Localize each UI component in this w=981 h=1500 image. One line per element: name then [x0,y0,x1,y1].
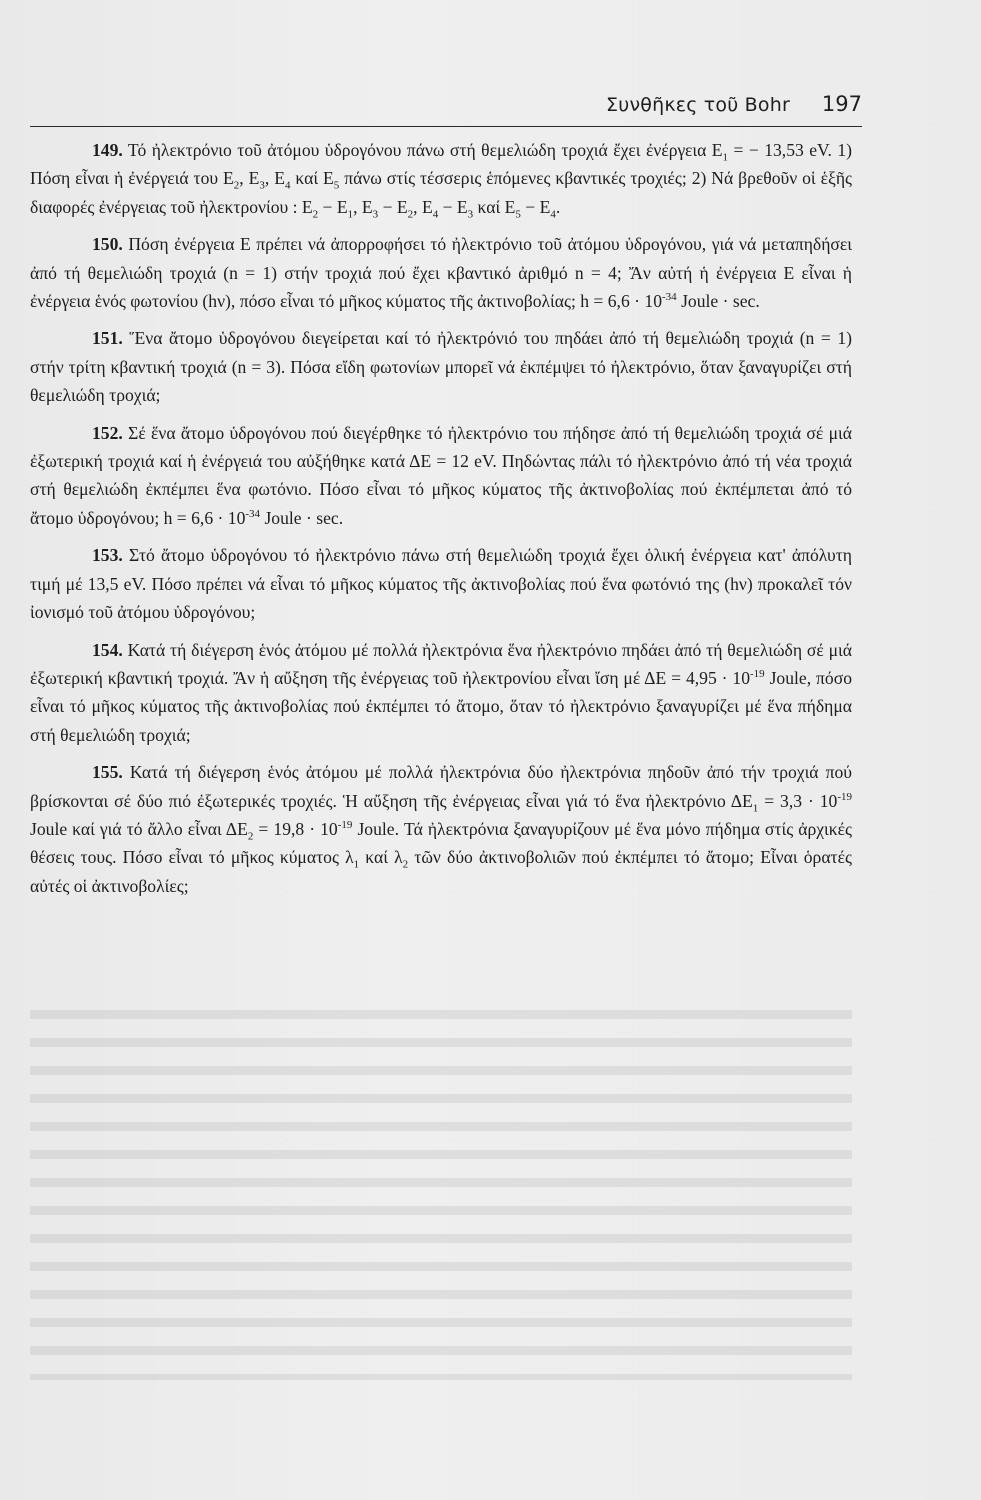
problem-text: τῶν δύο ἀκτινοβολιῶν πού ἐκπέμπει τό ἄτομο; Εἶναι ὁρατές αὐτές οἱ ἀκτινοβολίες; [30,847,852,896]
problem-text: − E [438,196,468,217]
problem-text: καί E [290,168,334,189]
problem-text: = 19,8 · 10 [253,818,338,839]
problem-number: 154. [92,639,123,660]
problem-text: Σέ ἕνα ἄτομο ὑδρογόνου πού διεγέρθηκε τό ἠλεκτρόνιο του πήδησε ἀπό τή θεμελιώδη τροχιά σέ μιά ἐξωτερική τροχιά καί ἡ ἐνέργειά του αὐξήθηκε κατά ΔE = 12 eV. Πηδώντας πάλι τό ἠλεκτρόνιο ἀπό τή νέα τροχιά στή θεμελιώδη ἐκπέμπει ἕνα φωτόνιο. Πόσο εἶναι τό μῆκος κύματος τῆς ἀκτινοβολίας πού ἐκπέμπεται ἀπό τό ἄτομο ὑδρογόνου; h = 6,6 · 10 [30,422,852,528]
problem-text: − E [318,196,348,217]
subscript: 2 [233,179,240,192]
problem-text: Τό ἠλεκτρόνιο τοῦ ἀτόμου ὑδρογόνου πάνω στή θεμελιώδη τροχιά ἔχει ἐνέργεια E [122,140,723,160]
problem-text: , E [239,168,260,189]
problem-text: Joule, πόσο εἶναι τό μῆκος κύματος τῆς ἀκτινοβολίας πού ἐκπέμπει τό ἄτομο, ὅταν τό ἠλεκτρόνιο ξαναγυρίζει μέ ἕνα πήδημα στή θεμελιώδη τροχιά; [30,667,852,745]
subscript: 2 [407,208,414,221]
problem-text: − E [520,196,551,217]
running-head-title: Συνθῆκες τοῦ Bohr [606,94,790,116]
problem-text: Joule · sec. [676,291,760,312]
problem-152 [30,419,852,533]
subscript: 3 [372,208,379,221]
problem-number: 155. [92,762,123,783]
subscript: 1 [722,151,728,164]
problem-text: Joule καί γιά τό ἄλλο εἶναι ΔE [30,818,248,839]
problem-text: , E [264,168,285,189]
subscript: 1 [347,208,354,221]
problem-text: = 3,3 · 10 [758,790,838,811]
subscript: 4 [284,179,291,192]
subscript: 2 [247,830,254,843]
problem-text: Κατά τή διέγερση ἑνός ἀτόμου μέ πολλά ἠλεκτρόνια ἕνα ἠλεκτρόνιο πηδάει ἀπό τή θεμελιώδη σέ μιά ἐξωτερική κβαντική τροχιά. Ἄν ἡ αὔξηση τῆς ἐνέργειας τοῦ ἠλεκτρονίου εἶναι ἴση μέ ΔE = 4,95 · 10 [30,639,852,688]
problem-number: 149. [92,140,123,160]
problem-text: , E [353,196,373,217]
page-number: 197 [821,92,862,116]
subscript: 4 [550,208,556,221]
subscript: 1 [752,802,759,815]
subscript: 5 [515,208,521,221]
subscript: 5 [333,179,340,192]
problem-number: 151. [92,328,123,349]
problem-153 [30,541,852,626]
problem-number: 152. [92,422,123,443]
problem-text: Ἕνα ἄτομο ὑδρογόνου διεγείρεται καί τό ἠλεκτρόνιό του πηδάει ἀπό τή θεμελιώδη τροχιά (n = 1) στήν τρίτη κβαντική τροχιά (n = 3). Πόσα εἴδη φωτονίων μπορεῖ νά ἐκπέμψει τό ἠλεκτρόνιο, ὅταν ξαναγυρίζει στή θεμελιώδη τροχιά; [30,328,852,406]
subscript: 2 [312,208,319,221]
problem-text: Joule · sec. [260,507,344,528]
running-head [30,92,862,127]
problem-text: καί λ [359,847,403,868]
problem-text: . [555,196,561,217]
subscript: 3 [467,208,474,221]
problem-text: Κατά τή διέγερση ἑνός ἀτόμου μέ πολλά ἠλεκτρόνια δύο ἠλεκτρόνια πηδοῦν ἀπό τήν τροχιά πού βρίσκονται σέ δύο πιό ἐξωτερικές τροχιές. Ἡ αὔξηση τῆς ἐνέργειας εἶναι γιά τό ἕνα ἠλεκτρόνιο ΔE [30,762,852,811]
subscript: 3 [259,179,265,192]
superscript: -19 [750,668,765,681]
superscript: -34 [245,508,261,521]
problem-149 [30,136,852,221]
problem-text: Στό ἄτομο ὑδρογόνου τό ἠλεκτρόνιο πάνω στή θεμελιώδη τροχιά ἔχει ὁλική ἐνέργεια κατ' ἀπόλυτη τιμή μέ 13,5 eV. Πόσο πρέπει νά εἶναι τό μῆκος κύματος τῆς ἀκτινοβολίας πού ἕνα φωτόνιό της (hν) προκαλεῖ τόν ἰονισμό τοῦ ἀτόμου ὑδρογόνου; [30,545,852,623]
problem-text: − E [378,196,408,217]
superscript: -19 [837,790,852,803]
problem-text: πάνω στίς τέσσερις ἑπόμενες κβαντικές τροχιές; 2) Νά βρεθοῦν οἱ ἑξῆς διαφορές ἐνέργειας τοῦ ἠλεκτρονίου : E [30,168,852,217]
problem-text: καί E [473,196,516,217]
problem-150 [30,230,852,315]
problem-151 [30,324,852,409]
problem-number: 153. [92,545,123,566]
problem-number: 150. [92,234,123,255]
superscript: -19 [337,819,353,832]
subscript: 1 [353,858,360,871]
problem-text: Πόση ἐνέργεια E πρέπει νά ἀπορροφήσει τό ἠλεκτρόνιο τοῦ ἀτόμου ὑδρογόνου, γιά νά μεταπηδήσει ἀπό τή θεμελιώδη τροχιά (n = 1) στήν τροχιά πού ἔχει κβαντικό ἀριθμό n = 4; Ἄν αὐτή ἡ ἐνέργεια E εἶναι ἡ ἐνέργεια ἑνός φωτονίου (hν), πόσο εἶναι τό μῆκος κύματος τῆς ἀκτινοβολίας; h = 6,6 · 10 [30,234,852,312]
subscript: 4 [432,208,439,221]
problem-text: , E [413,196,433,217]
superscript: -34 [662,291,677,304]
problem-155 [30,758,852,900]
problems-list [30,136,852,909]
show-through-texture [30,1010,852,1380]
problem-text: Joule. Τά ἠλεκτρόνια ξαναγυρίζουν μέ ἕνα μόνο πήδημα στίς ἀρχικές θέσεις τους. Πόσο εἶναι τό μῆκος κύματος λ [30,818,852,868]
problem-154 [30,636,852,750]
problem-text: = − 13,53 eV. 1) Πόση εἶναι ἡ ἐνέργειά του E [30,140,852,189]
subscript: 2 [402,858,409,871]
